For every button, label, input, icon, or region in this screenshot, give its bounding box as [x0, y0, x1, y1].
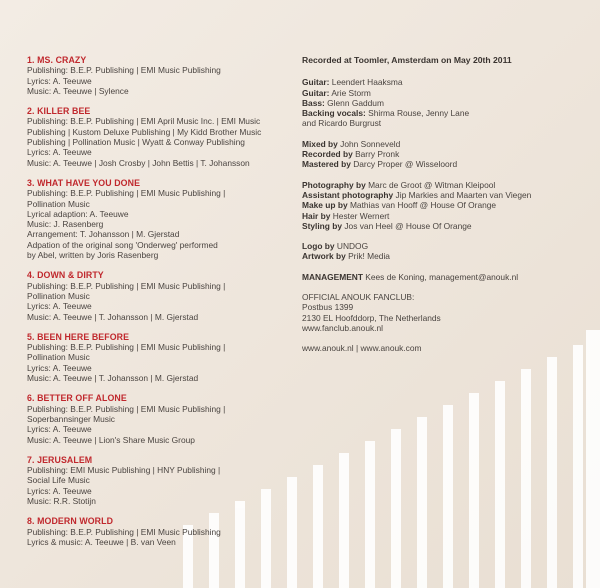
- track-credit-line: Music: J. Rasenberg: [27, 219, 104, 230]
- track-credit-line: Music: A. Teeuwe | Lion's Share Music Group: [27, 434, 195, 445]
- management-line: [302, 272, 587, 282]
- credit-name: John Sonneveld: [340, 138, 401, 149]
- track-credit-line: Publishing: B.E.P. Publishing | EMI Music Publishing: [27, 65, 221, 76]
- credit-role: Logo by: [302, 241, 335, 252]
- credit-name: Jos van Heel @ House Of Orange: [344, 220, 472, 231]
- track-credit-line: Lyrics: A. Teeuwe: [27, 424, 92, 435]
- credit-role: Styling by: [302, 220, 343, 231]
- credit-line: [302, 98, 587, 108]
- recording-location: Recorded at Toomler, Amsterdam on May 20th 2011: [302, 55, 512, 65]
- credit-name: and Ricardo Burgrust: [302, 118, 382, 129]
- credit-role: Make up by: [302, 200, 348, 211]
- fanclub-line: Postbus 1399: [302, 302, 354, 313]
- credit-line: [302, 77, 587, 87]
- track-credit-line: Pollination Music: [27, 290, 90, 301]
- track-credit-line: Music: A. Teeuwe | T. Johansson | M. Gjerstad: [27, 311, 199, 322]
- musicians-list: [302, 77, 587, 128]
- credit-name: Mathias van Hooff @ House Of Orange: [349, 200, 497, 211]
- stripe: [443, 405, 453, 588]
- stripe: [547, 357, 557, 588]
- track-block: [27, 106, 289, 168]
- credit-line: [302, 88, 587, 98]
- album-credits: [302, 55, 587, 354]
- track-title: 2. KILLER BEE: [27, 106, 91, 117]
- stripe: [586, 330, 600, 588]
- credit-name: Arie Storm: [331, 87, 371, 98]
- fanclub-line: 2130 EL Hoofddorp, The Netherlands: [302, 312, 441, 323]
- stripe: [495, 381, 505, 588]
- track-credit-line: Publishing: EMI Music Publishing | HNY Publishing |: [27, 465, 221, 476]
- fanclub-info: [302, 292, 587, 333]
- stripe: [391, 429, 401, 588]
- credit-line: [302, 221, 587, 231]
- credit-name: Jip Markies and Maarten van Viegen: [395, 189, 532, 200]
- credit-line: [302, 211, 587, 221]
- stripe: [469, 393, 479, 588]
- track-credit-line: Publishing: B.E.P. Publishing | EMI Music Publishing |: [27, 280, 226, 291]
- fanclub-line: OFFICIAL ANOUK FANCLUB:: [302, 292, 415, 303]
- photo-credits: [302, 180, 587, 231]
- credit-name: Darcy Proper @ Wisseloord: [353, 159, 458, 170]
- track-credits: [27, 55, 289, 557]
- production-credits: [302, 139, 587, 170]
- track-credit-line: Music: A. Teeuwe | Josh Crosby | John Bettis | T. Johansson: [27, 157, 250, 168]
- track-credit-line: Music: A. Teeuwe | T. Johansson | M. Gjerstad: [27, 373, 199, 384]
- stripe: [313, 465, 323, 588]
- stripe: [417, 417, 427, 588]
- track-credit-line: Adpation of the original song 'Onderweg' performed: [27, 239, 218, 250]
- track-credit-line: Publishing: B.E.P. Publishing | EMI April Music Inc. | EMI Music: [27, 116, 261, 127]
- credit-role: Photography by: [302, 179, 366, 190]
- track-credit-line: Publishing | Pollination Music | Wyatt & Conway Publishing: [27, 137, 245, 148]
- credit-name: Hester Wernert: [332, 210, 390, 221]
- credit-name: Leendert Haaksma: [331, 77, 403, 88]
- design-credits: [302, 241, 587, 262]
- track-title: 3. WHAT HAVE YOU DONE: [27, 177, 141, 188]
- stripe: [521, 369, 531, 588]
- track-credit-line: Lyrics: A. Teeuwe: [27, 75, 92, 86]
- credit-role: Backing vocals:: [302, 108, 366, 119]
- track-title: 5. BEEN HERE BEFORE: [27, 331, 130, 342]
- credit-name: Barry Pronk: [355, 149, 400, 160]
- credit-role: Assistant photography: [302, 189, 394, 200]
- track-title: 8. MODERN WORLD: [27, 516, 114, 527]
- credit-line: [302, 139, 587, 149]
- track-block: [27, 178, 289, 260]
- credit-line: [302, 108, 587, 118]
- credit-line: [302, 200, 587, 210]
- track-credit-line: Social Life Music: [27, 475, 90, 486]
- management-contact: Kees de Koning, management@anouk.nl: [365, 271, 519, 282]
- track-credit-line: Pollination Music: [27, 198, 90, 209]
- credit-role: Guitar:: [302, 87, 330, 98]
- credit-name: Prik! Media: [348, 251, 390, 262]
- track-credit-line: Lyrics: A. Teeuwe: [27, 362, 92, 373]
- credit-line: [302, 149, 587, 159]
- track-credit-line: Lyrics & music: A. Teeuwe | B. van Veen: [27, 536, 176, 547]
- track-credit-line: Publishing | Kustom Deluxe Publishing | My Kidd Brother Music: [27, 126, 262, 137]
- track-credit-line: Music: R.R. Stotijn: [27, 495, 96, 506]
- track-credit-line: Pollination Music: [27, 352, 90, 363]
- credit-line: [302, 190, 587, 200]
- credit-line: [302, 251, 587, 261]
- credit-name: UNDOG: [336, 241, 369, 252]
- credit-name: Shirma Rouse, Jenny Lane: [368, 108, 470, 119]
- track-credit-line: Music: A. Teeuwe | Sylence: [27, 85, 129, 96]
- track-credit-line: Lyrics: A. Teeuwe: [27, 147, 92, 158]
- fanclub-line: www.fanclub.anouk.nl: [302, 322, 384, 333]
- credit-line: [302, 180, 587, 190]
- track-block: [27, 393, 289, 444]
- stripe: [339, 453, 349, 588]
- track-block: [27, 55, 289, 96]
- track-block: [27, 516, 289, 547]
- stripe: [365, 441, 375, 588]
- credit-role: Recorded by: [302, 149, 353, 160]
- credit-line: [302, 118, 587, 128]
- track-credit-line: by Abel, written by Joris Rasenberg: [27, 250, 159, 261]
- track-block: [27, 455, 289, 506]
- credit-role: Hair by: [302, 210, 331, 221]
- track-credit-line: Lyrics: A. Teeuwe: [27, 301, 92, 312]
- track-block: [27, 332, 289, 383]
- track-title: 6. BETTER OFF ALONE: [27, 393, 127, 404]
- credit-role: Mixed by: [302, 138, 338, 149]
- track-title: 1. MS. CRAZY: [27, 55, 87, 65]
- credit-name: Marc de Groot @ Witman Kleipool: [368, 179, 496, 190]
- track-credit-line: Publishing: B.E.P. Publishing | EMI Music Publishing: [27, 526, 221, 537]
- websites: www.anouk.nl | www.anouk.com: [302, 343, 422, 354]
- credit-role: Artwork by: [302, 251, 346, 262]
- management-label: MANAGEMENT: [302, 271, 363, 282]
- credit-role: Bass:: [302, 97, 325, 108]
- track-credit-line: Publishing: B.E.P. Publishing | EMI Music Publishing |: [27, 403, 226, 414]
- credit-name: Glenn Gaddum: [327, 97, 384, 108]
- credit-line: [302, 159, 587, 169]
- credit-role: Guitar:: [302, 77, 330, 88]
- track-credit-line: Arrangement: T. Johansson | M. Gjerstad: [27, 229, 180, 240]
- track-block: [27, 270, 289, 321]
- credit-role: Mastered by: [302, 159, 351, 170]
- track-credit-line: Publishing: B.E.P. Publishing | EMI Music Publishing |: [27, 188, 226, 199]
- track-credit-line: Lyrics: A. Teeuwe: [27, 485, 92, 496]
- track-credit-line: Lyrical adaption: A. Teeuwe: [27, 208, 129, 219]
- stripe: [573, 345, 583, 588]
- track-title: 7. JERUSALEM: [27, 454, 93, 465]
- track-credit-line: Soperbannsinger Music: [27, 413, 115, 424]
- track-title: 4. DOWN & DIRTY: [27, 270, 104, 281]
- credit-line: [302, 241, 587, 251]
- track-credit-line: Publishing: B.E.P. Publishing | EMI Music Publishing |: [27, 342, 226, 353]
